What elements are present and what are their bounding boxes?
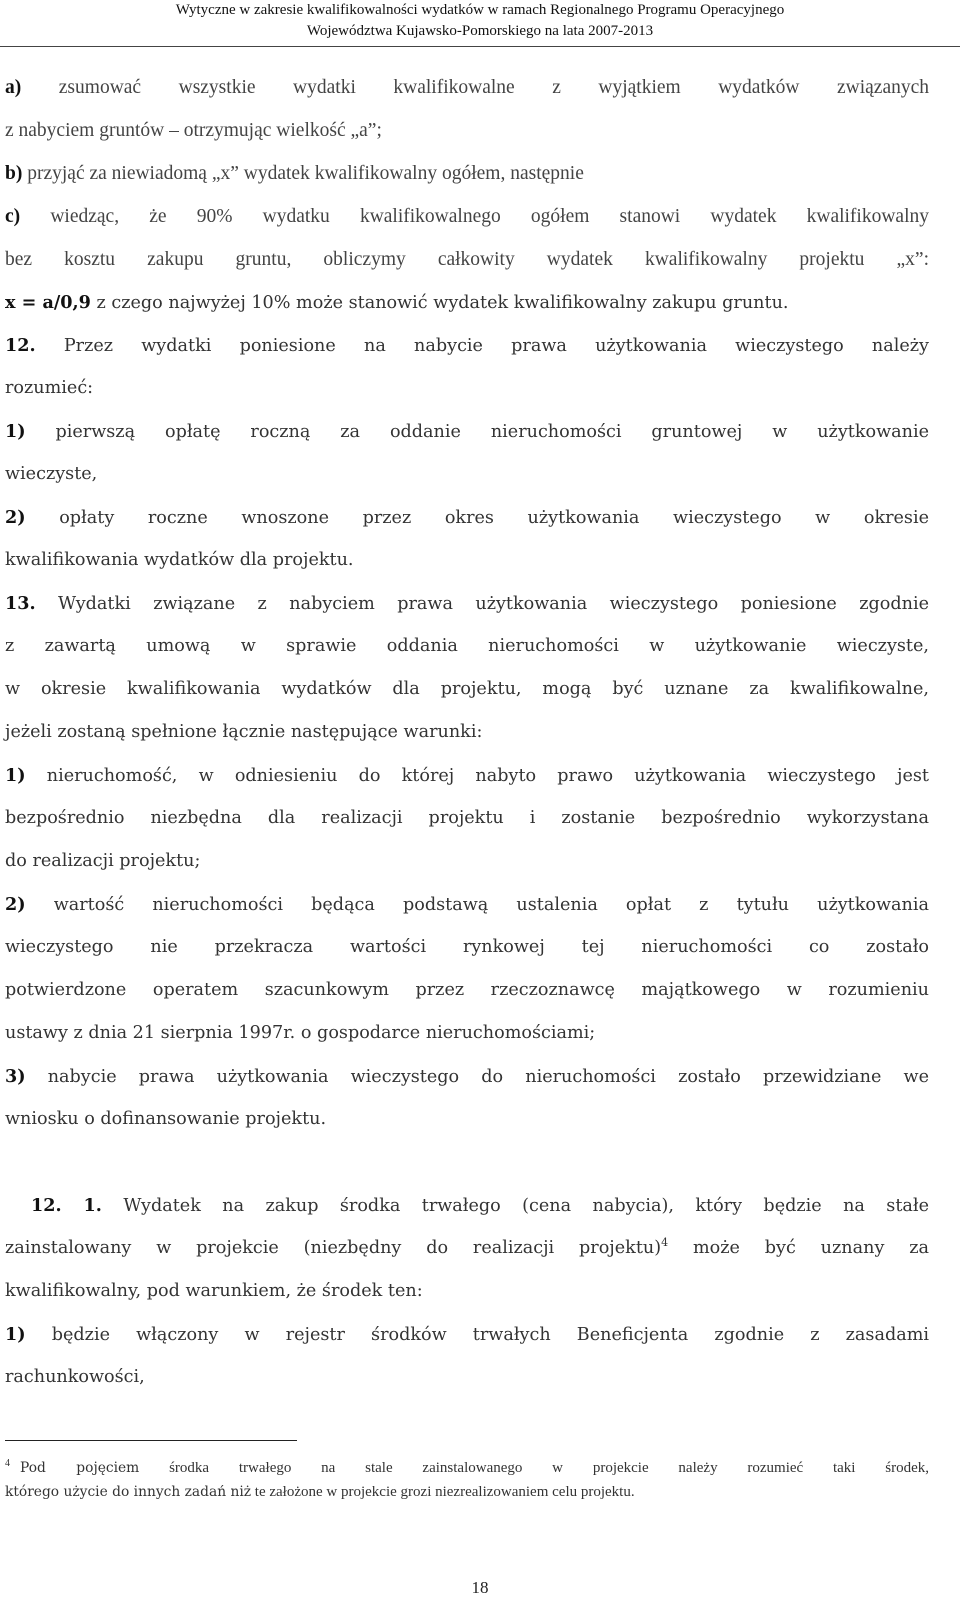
section-12-item-1-line-2: wieczyste, — [5, 464, 98, 484]
item-c-line-2: bez kosztu zakupu gruntu, obliczymy całkowity wydatek kwalifikowalny projektu „x”: — [5, 249, 929, 270]
section-12-1-item-1-line-2: rachunkowości, — [5, 1367, 145, 1387]
item-a-line-2: z nabyciem gruntów – otrzymując wielkość „a”; — [5, 120, 382, 141]
section-12-1-line-3: kwalifikowalny, pod warunkiem, że środek ten: — [5, 1281, 423, 1301]
section-13-item-2-line-2: wieczystego nie przekracza wartości rynkowej tej nieruchomości co zostało — [5, 937, 929, 957]
section-12-1-line-1: 12. 1. Wydatek na zakup środka trwałego (cena nabycia), który będzie na stałe — [31, 1195, 930, 1216]
item-c-line-1: c) wiedząc, że 90% wydatku kwalifikowalnego ogółem stanowi wydatek kwalifikowalny — [5, 206, 929, 227]
section-12-line-2: rozumieć: — [5, 378, 94, 398]
section-12-item-2-line-1: 2) opłaty roczne wnoszone przez okres użytkowania wieczystego w okresie — [5, 507, 929, 528]
item-a-line-1: a) zsumować wszystkie wydatki kwalifikowalne z wyjątkiem wydatków związanych — [5, 77, 930, 98]
formula-line: x = a/0,9 z czego najwyżej 10% może stanowić wydatek kwalifikowalny zakupu gruntu. — [5, 292, 789, 313]
section-13-item-1-line-1: 1) nieruchomość, w odniesieniu do której nabyto prawo użytkowania wieczystego jest — [5, 765, 929, 786]
header-divider — [0, 46, 960, 47]
item-b-line-1: b) przyjąć za niewiadomą „x” wydatek kwalifikowalny ogółem, następnie — [5, 163, 584, 184]
formula: x = a/0,9 — [5, 292, 91, 313]
section-13-line-3: w okresie kwalifikowania wydatków dla projektu, mogą być uznane za kwalifikowalne, — [5, 679, 929, 699]
paragraph-gap — [5, 1141, 929, 1184]
section-12-1-item-1-line-1: 1) będzie włączony w rejestr środków trwałych Beneficjenta zgodnie z zasadami — [5, 1324, 930, 1345]
footnote-line-2: którego użycie do innych zadań niż te założone w projekcie grozi niezrealizowaniem celu projektu. — [5, 1484, 635, 1500]
page-number: 18 — [471, 1578, 489, 1597]
header-line-2: Województwa Kujawsko-Pomorskiego na lata 2007-2013 — [306, 23, 654, 39]
section-13-item-2-line-4: ustawy z dnia 21 sierpnia 1997r. o gospodarce nieruchomościami; — [5, 1023, 596, 1043]
section-13-item-3-line-2: wniosku o dofinansowanie projektu. — [5, 1109, 327, 1129]
header-line-1: Wytyczne w zakresie kwalifikowalności wydatków w ramach Regionalnego Programu Operacyjnego — [175, 2, 785, 18]
section-13-line-2: z zawartą umową w sprawie oddania nieruchomości w użytkowanie wieczyste, — [5, 636, 929, 656]
section-13-item-1-line-2: bezpośrednio niezbędna dla realizacji projektu i zostanie bezpośrednio wykorzystana — [5, 808, 929, 828]
section-13-line-4: jeżeli zostaną spełnione łącznie następujące warunki: — [5, 722, 483, 742]
section-13-item-2-line-1: 2) wartość nieruchomości będąca podstawą ustalenia opłat z tytułu użytkowania — [5, 894, 929, 915]
section-12-item-1-line-1: 1) pierwszą opłatę roczną za oddanie nieruchomości gruntowej w użytkowanie — [5, 421, 930, 442]
section-12-line-1: 12. Przez wydatki poniesione na nabycie prawa użytkowania wieczystego należy — [5, 335, 929, 356]
section-13-item-2-line-3: potwierdzone operatem szacunkowym przez rzeczoznawcę majątkowego w rozumieniu — [5, 980, 929, 1000]
footnote-divider — [5, 1440, 297, 1441]
page-header — [60, 0, 900, 42]
footnote-line-1: $^4$ Pod pojęciem środka trwałego na stale zainstalowanego w projekcie należy rozumieć taki środek, — [5, 1458, 930, 1476]
section-12-1-line-2: zainstalowany w projekcie (niezbędny do realizacji projektu)$^4$ może być uznany za — [5, 1236, 929, 1258]
document-body — [5, 66, 929, 1399]
section-13-item-3-line-1: 3) nabycie prawa użytkowania wieczystego do nieruchomości zostało przewidziane we — [5, 1066, 929, 1087]
section-13-line-1: 13. Wydatki związane z nabyciem prawa użytkowania wieczystego poniesione zgodnie — [5, 593, 929, 614]
footnote-reference: 4 — [661, 1236, 669, 1250]
section-13-item-1-line-3: do realizacji projektu; — [5, 851, 201, 871]
footnote — [5, 1450, 929, 1506]
section-12-item-2-line-2: kwalifikowania wydatków dla projektu. — [5, 550, 354, 570]
